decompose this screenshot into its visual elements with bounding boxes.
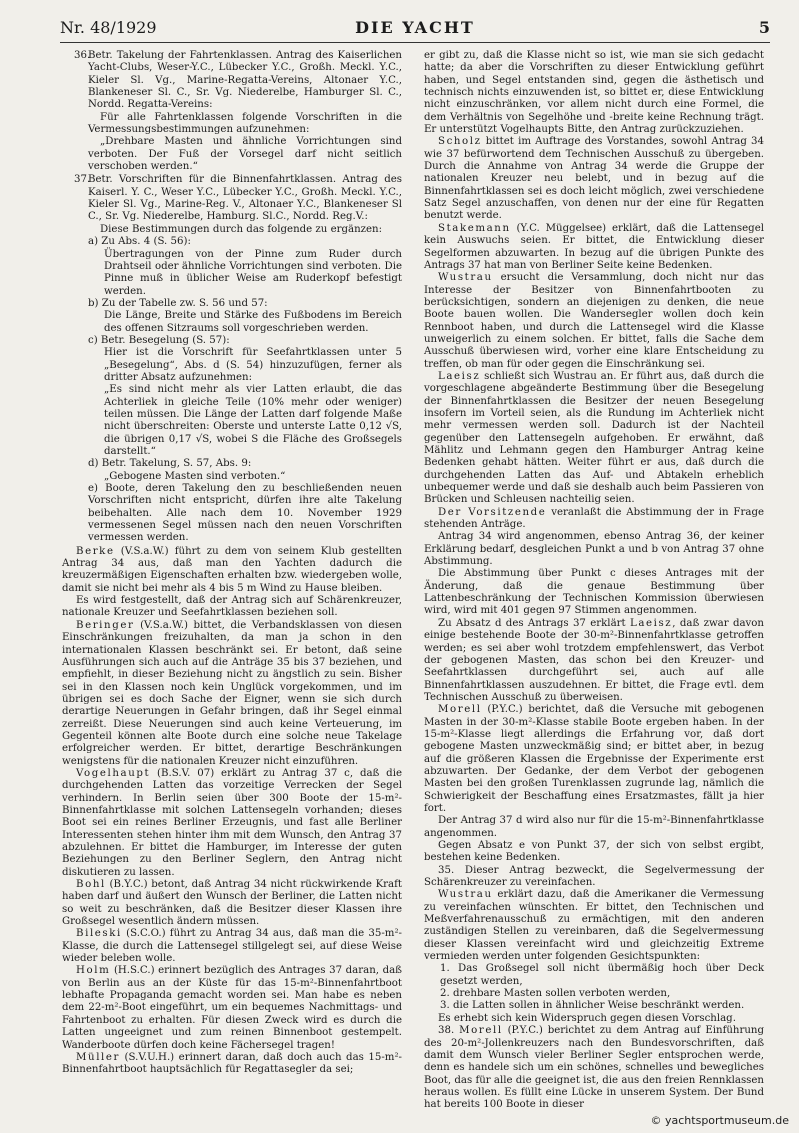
paragraph — [62, 546, 402, 595]
paragraph-text: (V.S.a.W.) bittet, die Verbandsklassen von diesen Einschränkungen freizuhalten, da man ja schon in den internationalen Klassen beschränkt sei. Er betont, daß seine Ausführungen sich auch auf die Anträge 35 bis 37 beziehen, und empfiehlt, in dieser Beziehung nicht zu ängstlich zu sein. Bisher sei in den Klassen noch kein Unglück vorgekommen, und im übrigen sei es doch Sache der Eigner, wenn sie sich durch derartige Neuerungen in Gefahr bringen, daß ihr Segel einmal zerreißt. Diese Neuerungen sind auch keine Verteuerung, im Gegenteil können alte Boote durch eine solche neue Takelage erfolgreicher werden. Er bittet, derartige Beschränkungen wenigstens für die nationalen Kreuzer nicht einzuführen. — [62, 619, 402, 767]
item-37-title: Betr. Vorschriften für die Binnenfahrtklassen. Antrag des Kaiserl. Y. C., Weser Y.C., Lübecker Y.C., Großh. Meckl. Y.C., Kieler Sl. Vg., Marine-Reg. V., Altonaer Y.C., Blankeneser Sl C., Sr. Vg. Niederelbe, Hamburg. Sl.C., Nordd. Reg.V.: — [88, 174, 402, 223]
paragraph: Der Antrag 37 d wird also nur für die 15-m²-Binnenfahrtklasse angenommen. — [424, 815, 764, 839]
speaker-name: Wustrau — [438, 272, 493, 284]
page-number: 5 — [758, 18, 770, 37]
paragraph — [62, 965, 402, 1051]
paragraph: Gegen Absatz e von Punkt 37, der sich von selbst ergibt, bestehen keine Bedenken. — [424, 840, 764, 864]
paragraph — [62, 768, 402, 879]
paragraph: Antrag 34 wird angenommen, ebenso Antrag 36, der keiner Erklärung bedarf, desgleichen Punkt a und b von Antrag 37 ohne Abstimmung. — [424, 531, 764, 568]
paragraph-text: erklärt dazu, daß die Amerikaner die Vermessung zu vereinfachen wünschten. Er bittet, den Technischen und Meßverfahrenausschuß zu ermächtigen, mit den anderen zuständigen Stellen zu vereinbaren, daß die Segelvermessung dieser Klassen vereinfacht wird und gleichzeitig Extreme vermieden werden unter folgenden Gesichtspunkten: — [424, 889, 764, 963]
item-36-title: Betr. Takelung der Fahrtenklassen. Antrag des Kaiserlichen Yacht-Clubs, Weser-Y.C., Lübecker Y.C., Großh. Meckl. Y.C., Kieler Sl. Vg., Marine-Regatta-Vereins, Altonaer Y.C., Blankeneser Sl. C., Sr. Vg. Niederelbe, Hamburger Sl. C., Nordd. Regatta-Vereins: — [88, 50, 402, 111]
paragraph — [62, 620, 402, 768]
right-column — [424, 50, 764, 1112]
paragraph-text: (H.S.C.) erinnert bezüglich des Antrages 37 daran, daß von Berlin aus an der Küste für das 15-m²-Binnenfahrtboot lebhafte Propaganda gemacht worden sei. Man habe es neben dem 22-m²-Boot eingeführt, um ein bequemes Nachmittags- und Fahrtenboot zu erhalten. Für diesen Zweck wird es durch die Latten ungeeignet und zum reinen Binnenboot gestempelt. Wanderboote dürfen doch keine Fächersegel tragen! — [62, 965, 402, 1051]
item-37-e-text: e) Boote, deren Takelung den zu beschließenden neuen Vorschriften nicht entspricht, dürfen ihre alte Takelung beibehalten. Alle nach dem 10. November 1929 vermessenen Segel müssen nach den neuen Vorschriften vermessen werden. — [88, 483, 402, 544]
speaker-name: Laeisz — [629, 617, 673, 629]
issue-number: Nr. 48/1929 — [60, 18, 157, 37]
item-37-b-text: Die Länge, Breite und Stärke des Fußbodens im Bereich des offenen Sitzraums soll vorgeschrieben werden. — [104, 310, 402, 334]
paragraph: 35. Dieser Antrag bezweckt, die Segelvermessung der Schärenkreuzer zu vereinfachen. — [424, 864, 764, 889]
header-rule — [60, 42, 770, 43]
paragraph: Es erhebt sich kein Widerspruch gegen diesen Vorschlag. — [438, 1012, 736, 1024]
paragraph — [62, 928, 402, 965]
speaker-name: Bileski — [76, 928, 122, 940]
item-36-quote: „Drehbare Masten und ähnliche Vorrichtungen sind verboten. Der Fuß der Vorsegel darf nicht seitlich verschoben werden.“ — [88, 136, 402, 173]
item-36-number: 36. — [74, 50, 91, 61]
left-column — [62, 50, 402, 1077]
paragraph — [424, 507, 764, 532]
item-37-number: 37. — [74, 174, 91, 186]
list-item: 2. drehbare Masten sollen verboten werden, — [440, 988, 671, 1000]
paragraph: Die Abstimmung über Punkt c dieses Antrages mit der Änderung, daß die genaue Bestimmung über Lattenbeschränkung der Technischen Kommission überwiesen wird, wird mit 401 gegen 97 Stimmen angenommen. — [424, 568, 764, 617]
list-item: 1. Das Großsegel soll nicht übermäßig hoch über Deck gesetzt werden, — [440, 963, 764, 987]
item-37-a-text: Übertragungen von der Pinne zum Ruder durch Drahtseil oder ähnliche Vorrichtungen sind verboten. Die Pinne muß in üblicher Weise am Ruderkopf befestigt werden. — [104, 248, 402, 297]
copyright-watermark: © yachtsportmuseum.de — [650, 1114, 789, 1127]
magazine-title: DIE YACHT — [355, 18, 475, 37]
item-37 — [62, 174, 402, 544]
page-header — [60, 18, 770, 40]
speaker-name: Scholz — [438, 136, 482, 148]
paragraph — [424, 371, 764, 507]
speaker-name: Der Vorsitzende — [438, 506, 547, 518]
speaker-name: Müller — [76, 1051, 121, 1063]
paragraph — [62, 1052, 402, 1077]
paragraph-text: (P.Y.C.) berichtet zu dem Antrag auf Einführung des 20-m²-Jollenkreuzers nach den Bundesvorschriften, daß damit dem Wunsch vieler Berliner Segler entsprochen werde, denn es handele sich um ein schönes, schnelles und bewegliches Boot, das für alle die geeignet ist, die aus den freien Rennklassen heraus wollen. Es füllt eine Lücke in unserem System. Der Bund hat bereits 100 Boote in dieser — [424, 1025, 764, 1111]
paragraph-text: (V.S.a.W.) führt zu dem von seinem Klub gestellten Antrag 34 aus, daß man den Yachten dadurch die kreuzermäßigen Eigenschaften erhalten bzw. wiedergeben wolle, damit sie nicht bei mehr als 4 bis 5 m Wind zu Hause bleiben. — [62, 545, 402, 594]
paragraph-text: (B.S.V. 07) erklärt zu Antrag 37 c, daß die durchgehenden Latten das vorzeitige Verrecken der Segel verhindern. In Berlin seien über 300 Boote der 15-m²-Binnenfahrtklasse mit solchen Lattensegeln vorhanden; dieses Boot sei ein reines Berliner Erzeugnis, und fast alle Berliner Interessenten stehen hinter ihm mit dem Wunsch, den Antrag 37 abzulehnen. Er bittet die Hamburger, im Interesse der guten Beziehungen zu den Berliner Seglern, den Antrag nicht diskutieren zu lassen. — [62, 767, 402, 878]
speaker-name: Vogelhaupt — [76, 767, 151, 779]
paragraph-text: (Y.C. Müggelsee) erklärt, daß die Lattensegel kein Auswuchs seien. Er bittet, die Entwicklung dieser Segelformen abzuwarten. In bezug auf die übrigen Punkte des Antrags 37 hat man von Berliner Seite keine Bedenken. — [424, 222, 764, 271]
paragraph-text: (S.C.O.) führt zu Antrag 34 aus, daß man die 35-m²-Klasse, die durch die Lattensegel stillgelegt sei, auf diese Weise wieder beleben wolle. — [62, 928, 402, 965]
speaker-name: Laeisz — [438, 370, 481, 382]
item-37-c-quote: „Es sind nicht mehr als vier Latten erlaubt, die das Achterliek in gleiche Teile (10% mehr oder weniger) teilen müssen. Die Länge der Latten darf folgende Maße nicht überschreiten: Oberste und unterste Latte 0,12 √S, die übrigen 0,17 √S, wobei S die Fläche des Großsegels darstellt.“ — [104, 384, 402, 457]
paragraph-text: bittet im Auftrage des Vorstandes, sowohl Antrag 34 wie 37 befürwortend dem Technischen Ausschuß zu übergeben. Durch die Annahme von Antrag 34 werde die Gruppe der nationalen Kreuzer neu belebt, und in bezug auf die Binnenfahrtklassen sei es doch leicht möglich, zwei verschiedene Satz Segel anzuschaffen, von denen nur der eine für Regatten benutzt werde. — [424, 136, 764, 222]
speaker-name: Morell — [459, 1025, 503, 1037]
item-37-d-head: d) Betr. Takelung, S. 57, Abs. 9: — [88, 458, 252, 470]
paragraph — [424, 223, 764, 272]
speaker-name: Morell — [438, 704, 482, 716]
item-36 — [62, 50, 402, 173]
item-37-c-head: c) Betr. Besegelung (S. 57): — [88, 334, 230, 346]
item-37-text: Diese Bestimmungen durch das folgende zu ergänzen: — [100, 223, 383, 235]
speaker-name: Wustrau — [438, 889, 493, 901]
paragraph: Es wird festgestellt, daß der Antrag sich auf Schärenkreuzer, nationale Kreuzer und Seefahrtklassen beziehen soll. — [62, 595, 402, 619]
paragraph — [424, 889, 764, 963]
paragraph-text: (P.Y.C.) berichtet, daß die Versuche mit gebogenen Masten in der 30-m²-Klasse stabile Boote ergeben haben. In der 15-m²-Klasse liegt allerdings die Erfahrung vor, daß dort gebogene Masten unzweckmäßig sind; er bittet aber, in bezug auf die größeren Klassen die Ergebnisse der Experimente erst abzuwarten. Der Gedanke, der dem Verbot der gebogenen Masten bei den großen Turenklassen zugrunde lag, nämlich die Schwierigkeit der Beschaffung eines Ersatzmastes, fällt ja hier fort. — [424, 704, 764, 814]
paragraph-text: (B.Y.C.) betont, daß Antrag 34 nicht rückwirkende Kraft haben darf und äußert den Wunsch der Berliner, die Latten nicht so weit zu beschränken, daß die Besitzer dieser Klassen ihre Großsegel wesentlich ändern müssen. — [62, 879, 402, 928]
paragraph — [424, 272, 764, 371]
paragraph — [424, 1025, 764, 1111]
item-37-a-head: a) Zu Abs. 4 (S. 56): — [88, 236, 191, 248]
item-37-d-text: „Gebogene Masten sind verboten.“ — [104, 470, 286, 482]
paragraph-text: veranlaßt die Abstimmung der in Frage stehenden Anträge. — [424, 506, 764, 531]
paragraph-text: 38. — [438, 1025, 455, 1037]
paragraph: er gibt zu, daß die Klasse nicht so ist, wie man sie sich gedacht hatte; da aber die Vorschriften zu dieser Entwicklung geführt haben, und Segel entstanden sind, gegen die ästhetisch und technisch nichts einzuwenden ist, so bittet er, diese Entwicklung nicht einzuschränken, vor allem nicht durch eine Formel, die dem Verhältnis von Segelhöhe und -breite keine Rechnung trägt. Er unterstützt Vogelhaupts Bitte, den Antrag zurückzuziehen. — [424, 50, 764, 136]
paragraph-text: Zu Absatz d des Antrags 37 erklärt — [438, 617, 626, 629]
speaker-name: Berke — [76, 545, 115, 557]
paragraph-text: ersucht die Versammlung, doch nicht nur das Interesse der Besitzer von Binnenfahrtbooten zu berücksichtigen, sondern an diejenigen zu denken, die neue Boote bauen wollen. Die Wandersegler wollen doch kein Rennboot haben, und durch die Lattensegel wird die Klasse unweigerlich zu einem solchen. Er bittet, falls die Sache dem Ausschuß überwiesen wird, vorher eine klare Entscheidung zu treffen, ob man für oder gegen die Einschränkung sei. — [424, 272, 764, 370]
paragraph — [424, 704, 764, 815]
speaker-name: Beringer — [76, 619, 135, 631]
speaker-name: Bohl — [76, 879, 106, 891]
paragraph-text: , daß zwar davon einige bestehende Boote der 30-m²-Binnenfahrtklasse getroffen werden; es sei aber wohl trotzdem empfehlenswert, das Verbot der gebogenen Masten, das schon bei den Kreuzer- und Seefahrtklassen durchgeführt sei, auch auf alle Binnenfahrtklassen auszudehnen. Er bittet, die Frage evtl. dem Technischen Ausschuß zu überweisen. — [424, 617, 764, 703]
item-37-c-text: Hier ist die Vorschrift für Seefahrtklassen unter 5 „Besegelung“, Abs. d (S. 54) hinzuzufügen, ferner als dritter Absatz aufzunehmen: — [104, 347, 402, 383]
speaker-name: Stakemann — [438, 222, 511, 234]
item-36-text: Für alle Fahrtenklassen folgende Vorschriften in die Vermessungsbestimmungen aufzunehmen: — [88, 111, 402, 136]
paragraph-text: (S.V.U.H.) erinnert daran, daß doch auch das 15-m²-Binnenfahrtboot hauptsächlich für Regattasegler da sei; — [62, 1051, 402, 1076]
paragraph — [62, 879, 402, 928]
item-37-b-head: b) Zu der Tabelle zw. S. 56 und 57: — [88, 297, 268, 309]
paragraph — [424, 136, 764, 222]
paragraph-text: schließt sich Wustrau an. Er führt aus, daß durch die vorgeschlagene abgeänderte Bestimmung über die Besegelung der Binnenfahrtklassen die Besitzer der neuen Besegelung insofern im Vorteil seien, als die Rundung im Achterliek nicht mehr vermessen werden soll. Dadurch ist der Nachteil gegenüber den Lattensegeln aufgehoben. Er erwähnt, daß Mählitz und Lehmann gegen den Hamburger Antrag keine Bedenken gehabt hätten. Weiter führt er aus, daß durch die durchgehenden Latten das Auf- und Abtakeln erheblich unbequemer werde und daß sie deshalb auch beim Passieren von Brücken und Schleusen nachteilig seien. — [424, 370, 764, 506]
speaker-name: Holm — [76, 965, 111, 977]
paragraph — [424, 618, 764, 704]
list-item: 3. die Latten sollen in ähnlicher Weise beschränkt werden. — [440, 1000, 745, 1012]
